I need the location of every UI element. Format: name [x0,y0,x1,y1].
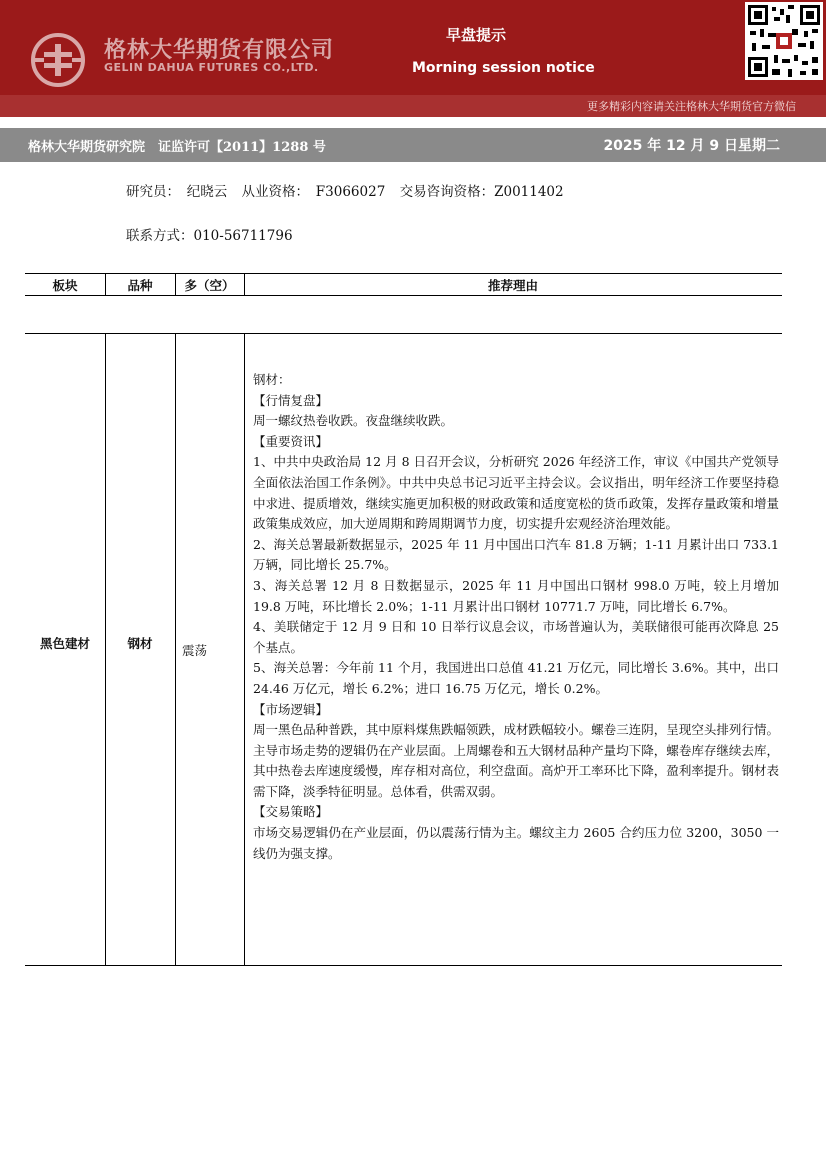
qr-code-icon [748,5,820,77]
report-date: 2025 年 12 月 9 日星期二 [603,138,780,154]
info-bar [0,128,826,162]
header-reason: 推荐理由 [487,278,538,293]
column-divider [175,333,176,965]
column-divider [244,333,245,965]
wechat-note: 更多精彩内容请关注格林大华期货官方微信 [587,100,796,113]
reason-paragraph: 周一螺纹热卷收跌。夜盘继续收跌。 [253,413,454,429]
header-sector: 板块 [52,278,78,293]
section-heading: 【交易策略】 [253,804,329,820]
reason-paragraph: 5、海关总署：今年前 11 个月，我国进出口总值 41.21 万亿元，同比增长 3.6%。其中，出口 24.46 万亿元，增长 6.2%；进口 16.75 万亿元，增长 0.2%。 [253,660,779,696]
header-variety: 品种 [127,278,153,293]
reason-paragraph: 市场交易逻辑仍在产业层面，仍以震荡行情为主。螺纹主力 2605 合约压力位 3200，3050 一线仍为强支撑。 [253,825,779,861]
company-logo-icon [30,32,86,88]
qualification: 从业资格： F3066027 [241,184,386,200]
wechat-qr-code [745,2,823,80]
report-title-cn: 早盘提示 [446,26,507,44]
section-heading: 【行情复盘】 [253,392,329,408]
header-banner [0,0,826,95]
section-heading: 【市场逻辑】 [253,701,329,717]
researcher: 研究员： 纪晓云 [126,184,228,200]
reason-title: 钢材： [253,372,291,387]
cell-variety: 钢材 [127,636,153,651]
table-header-rule [25,295,782,296]
table-body-top-rule [25,333,782,334]
reason-paragraph: 1、中共中央政治局 12 月 8 日召开会议，分析研究 2026 年经济工作，审议《中国共产党领导全面依法治国工作条例》。中共中央总书记习近平主持会议。会议指出，明年经济工作要坚持稳中求进、提质增效，继续实施更加积极的财政政策和适度宽松的货币政策，发挥存量政策和增量政策集成效应，加大逆周期和跨周期调节力度，切实提升宏观经济治理效能。 [253,454,779,532]
contact-info: 联系方式：010-56711796 [126,228,293,244]
company-name-cn: 格林大华期货有限公司 [104,38,335,63]
header-direction: 多（空） [184,278,235,293]
company-name-en: GELIN DAHUA FUTURES CO.,LTD. [104,61,319,74]
reason-paragraph: 周一黑色品种普跌，其中原料煤焦跌幅领跌，成材跌幅较小。螺卷三连阴，呈现空头排列行情。主导市场走势的逻辑仍在产业层面。上周螺卷和五大钢材品种产量均下降，螺卷库存继续去库，其中热卷去库速度缓慢，库存相对高位，利空盘面。高炉开工率环比下降，盈利率提升。钢材表需下降，淡季特征明显。总体看，供需双弱。 [253,722,779,799]
section-heading: 【重要资讯】 [253,433,329,449]
recommendation-reason [253,370,779,864]
table-top-rule [25,273,782,274]
institute-license: 格林大华期货研究院 证监许可【2011】1288 号 [28,140,326,155]
cell-direction: 震荡 [182,643,208,658]
reason-paragraph: 3、海关总署 12 月 8 日数据显示，2025 年 11 月中国出口钢材 998.0 万吨，较上月增加 19.8 万吨，环比增长 2.0%；1-11 月累计出口钢材 10771.7 万吨，同比增长 6.7%。 [253,577,779,614]
consulting-qualification: 交易咨询资格：Z0011402 [399,184,564,200]
wechat-note-bar [0,95,826,117]
cell-sector: 黑色建材 [39,636,90,651]
reason-paragraph: 2、海关总署最新数据显示，2025 年 11 月中国出口汽车 81.8 万辆；1-11 月累计出口 733.1 万辆，同比增长 25.7%。 [253,536,779,573]
analyst-info [126,180,574,200]
report-title-en: Morning session notice [412,60,595,76]
table-bottom-rule [25,965,782,966]
reason-paragraph: 4、美联储定于 12 月 9 日和 10 日举行议息会议，市场普遍认为，美联储很可能再次降息 25 个基点。 [253,619,779,655]
